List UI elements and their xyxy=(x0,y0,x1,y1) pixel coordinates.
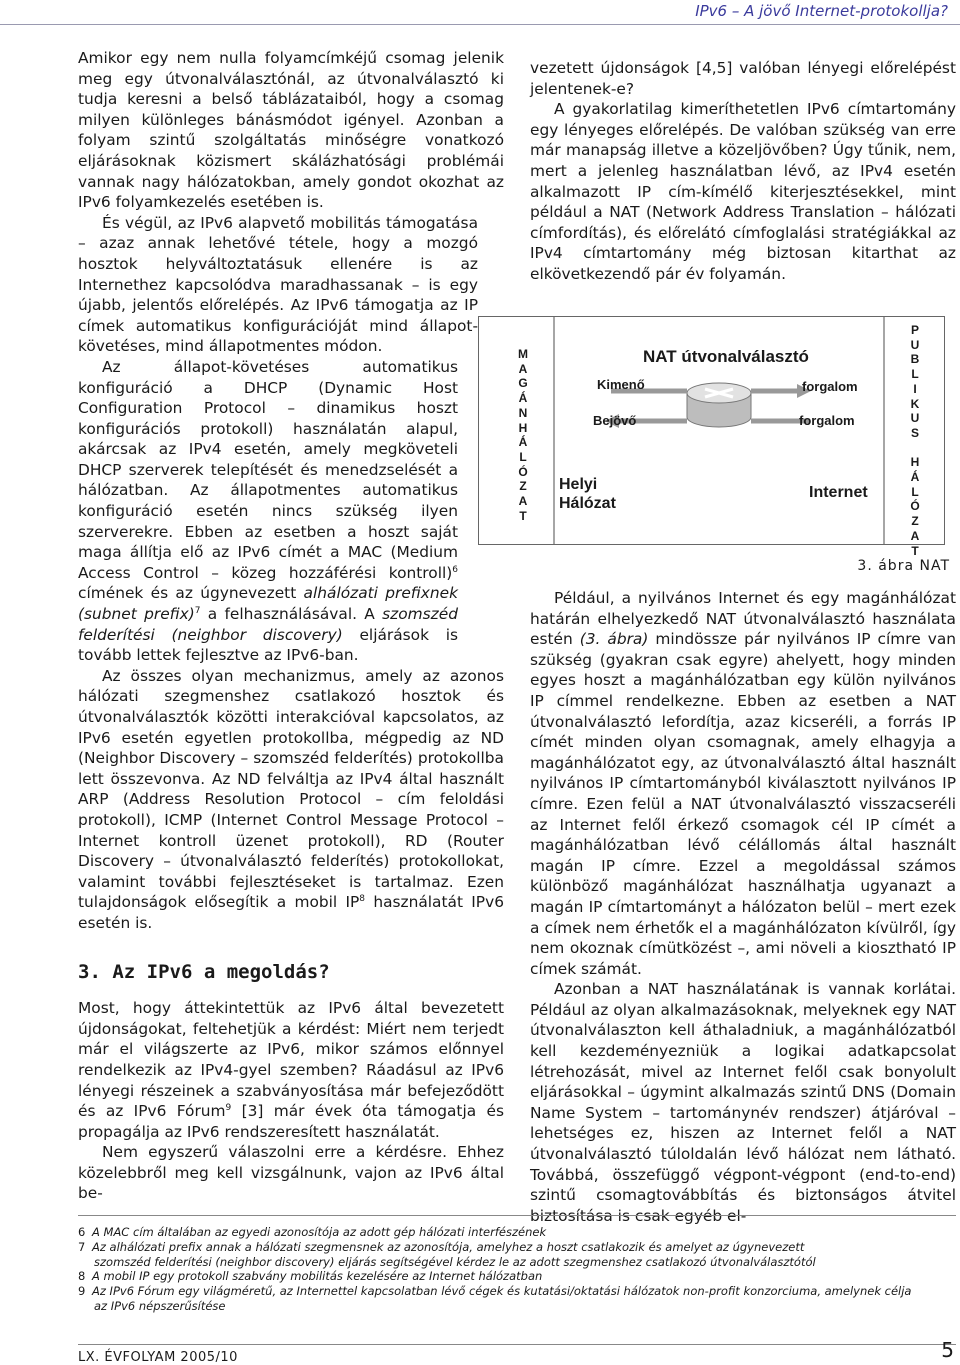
paragraph: Most, hogy áttekintettük az IPv6 által bevezetett újdonságokat, feltehetjük a kérdést: Miért nem terjedt már el világszerte az IPv6, mikor számos előnnyel rendelkezik az IPv4-gyel szemben? Ráadásul az IPv6 lényegi részeinek a szabványosítása már befejeződött és az IPv6 Fórum$^9$ [3] már évek óta támogatja és propagálja az IPv6 rendszeresített használatát. xyxy=(78,999,504,1141)
public-network-vertical-label: P U B L I K U S H Á L Ó Z A T xyxy=(910,323,920,558)
running-header xyxy=(0,0,960,25)
section-heading: 3. Az IPv6 a megoldás? xyxy=(78,960,330,983)
footnote: 8 A mobil IP egy protokoll szabvány mobilitás kezelésére az Internet hálózatban xyxy=(78,1269,543,1284)
footnote-ref: 6 xyxy=(452,564,458,575)
router-icon xyxy=(687,383,751,427)
paragraph: És végül, az IPv6 alapvető mobilitás támogatása – azaz annak lehetővé tétele, hogy a mozgó hosztok helyváltoztatásuk ellenére is az Internethez kapcsolódva maradhassanak – is egy újabb, jelentős előrelépés. Az IPv6 támogatja az IP címek automatikus konfigurációját mind állapot-követéses, mind állapotmentes módon. xyxy=(78,213,478,356)
figure-caption: 3. ábra NAT xyxy=(857,558,950,574)
right-column-bottom xyxy=(530,588,956,1226)
traffic-label-in: forgalom xyxy=(799,413,855,428)
internet-label: Internet xyxy=(809,484,868,501)
private-network-letters: M A G Á N H Á L Ó Z A T xyxy=(518,347,528,523)
paragraph: vezetett újdonságok [4,5] valóban lényegi előrelépést jelentenek-e? xyxy=(530,59,956,98)
footnote-ref: 7 xyxy=(194,605,201,616)
right-column-top xyxy=(530,58,956,285)
page-number: 5 xyxy=(941,1338,954,1362)
paragraph: Például, a nyilvános Internet és egy magánhálózat határán elhelyezkedő NAT útvonalválasztó használata estén (3. ábra) mindössze pár nyilvános IP címre van szükség (gyakran csak egyre) ahelyett, hogy minden egyes hoszt a magánhálózatban egy külön nyilvános IP címmel rendelkezne. Ebben az esetben a NAT útvonalválasztó lefordítja, azaz kicseréli, a forrás IP címét minden olyan csomagnak, amely elhagyja a magánhálózatot egy, az útvonalválasztó által használt nyilvános IP címtartományból kiválasztott nyilvános IP címre. Ezen felül a NAT útvonalválasztó visszacseréli az Internet felől érkező csomagok cél IP címét a magánhálózatban lévő célállomás által használt magán IP címre. Ezzel a megoldással számos különböző magánhálózat használhatja ugyanazt a magán IP címtartományt a hálózaton belül – mert ezek a címek nem érhetők el a magánhálózaton kívülről, így nem okoznak címütközést –, ami növeli a kiosztható IP címek számát. xyxy=(530,589,957,978)
left-column xyxy=(78,48,504,1204)
footnote-continuation: szomszéd felderítési (neighbor discovery) eljárás segítségével kérdez le az adott szegmenshez csatlakozó útvonalválasztótól xyxy=(94,1254,816,1269)
traffic-label-out: forgalom xyxy=(802,379,858,394)
paragraph: Azonban a NAT használatának is vannak korlátai. Például az olyan alkalmazásoknak, melyeknek egy NAT útvonalválaszton kell áthaladniuk, a magánhálózatból kell kezdeményezniük a logikai adatkapcsolat létrehozását, mivel az Internet felől csak bonyolult eljárásokkal – úgymint alkalmazás szintű DNS (Domain Name System – tartománynév rendszer) átjáróval – lehetséges ez, hiszen az Internet felől a NAT útvonalválasztó túloldalán lévő hálózat nem látható. Továbbá, összefüggő végpont-végpont (end-to-end) szintű csomagtovábbítás és biztonságos átvitel biztosítása is csak egyéb el- xyxy=(530,980,956,1225)
paragraph: Amikor egy nem nulla folyamcímkéjű csomag jelenik meg egy útvonalválasztónál, az útvonalválasztó ki tudja keresni a belső táblázataiból, hogy a csomag milyen különleges bánásmódot igényel. Azonban a folyam szintű szolgáltatás minőségre vonatkozó eljárásoknak közismert skálázhatósági problémái vannak nagy hálózatokban, amely gondot okozhat az IPv6 folyamkezelés esetében is. xyxy=(78,49,504,212)
paragraph: Az összes olyan mechanizmus, amely az azonos hálózati szegmenshez csatlakozó hosztok és útvonalválasztók közötti interakcióval kapcsolatos, az IPv6 esetén egyetlen protokollba, mégpedig az ND (Neighbor Discovery – szomszéd felderítés) protokollba lett összevonva. Az ND felváltja az IPv4 által használt ARP (Address Resolution Protocol – cím feloldási protokoll), ICMP (Internet Control Message Protocol – Internet kontroll üzenet protokoll), RD (Router Discovery – útvonalválasztó felderítés) protokollokat, valamint további fejlesztéseket is tartalmaz. Ezen tulajdonságok elősegítik a mobil $IP^8$ használatát IPv6 esetén is. xyxy=(78,666,504,932)
private-network-vertical-label xyxy=(515,347,531,523)
nat-figure xyxy=(478,316,945,558)
paragraph: A gyakorlatilag kimeríthetetlen IPv6 címtartomány egy lényeges előrelépés. De valóban szükség van erre már manapság illetve a közeljövőben? Úgy tűnik, nem, mert a jelenleg használatban lévő, az IPv4 esetén alkalmazott IP cím-kímélő kiterjesztésekkel, mint például a NAT (Network Address Translation – hálózati címfordítás), és előrelátó címfoglalási stratégiákkal az IPv4 címtartomány még biztosan kitarthat az elkövetkezendő pár év folyamán. xyxy=(530,100,956,283)
footnote-ref: 8 xyxy=(359,894,366,905)
footnote-continuation: az IPv6 népszerűsítése xyxy=(94,1298,226,1313)
router-title: NAT útvonalválasztó xyxy=(643,347,809,366)
bottom-rule xyxy=(78,1344,956,1345)
incoming-label: Bejövő xyxy=(593,413,637,428)
footnote: 9 Az IPv6 Fórum egy világméretű, az Internettel kapcsolatban lévő cégek és kutatási/oktatási hálózatok non-profit konzorciuma, amelynek célja xyxy=(78,1284,912,1299)
outgoing-label: Kimenő xyxy=(597,377,645,392)
local-network-label: Helyi Hálózat xyxy=(559,476,616,512)
footnote: 6 A MAC cím általában az egyedi azonosítója az adott gép hálózati interfészének xyxy=(78,1225,547,1239)
running-header-title: IPv6 – A jövő Internet-protokollja? xyxy=(695,2,948,20)
volume-label: LX. ÉVFOLYAM 2005/10 xyxy=(78,1350,238,1365)
paragraph: Az állapot-követéses automatikus konfiguráció a DHCP (Dynamic Host Configuration Protocol – dinamikus hoszt konfigurációs protokoll) használatán alapul, akárcsak az IPv4 esetén, amely megköveteli DHCP szerverek telepítését és menedzselését a hálózatban. Az állapotmentes automatikus konfiguráció esetén nincs szükség ilyen szerverekre. Ebben az esetben a hoszt saját maga állítja elő az IPv6 címét a MAC (Medium Access Control – közeg hozzáférési kontroll)$^6$ címének és az úgynevezett alhálózati prefixnek (subnet prefix)$^7$ a felhasználásával. A szomszéd felderítési (neighbor discovery) eljárások is tovább lettek fejlesztve az IPv6-ban. xyxy=(78,357,459,665)
footnote-ref: 9 xyxy=(225,1102,232,1113)
footnote: 7 Az alhálózati prefix annak a hálózati szegmensnek az azonosítója, amelyhez a hoszt csatlakozik és amelyet az úgynevezett xyxy=(78,1239,805,1254)
footnotes xyxy=(78,1225,958,1314)
footnote-rule xyxy=(78,1215,956,1216)
paragraph: Nem egyszerű válaszolni erre a kérdésre. Ehhez közelebbről meg kell vizsgálnunk, vajon az IPv6 által be- xyxy=(78,1143,504,1203)
